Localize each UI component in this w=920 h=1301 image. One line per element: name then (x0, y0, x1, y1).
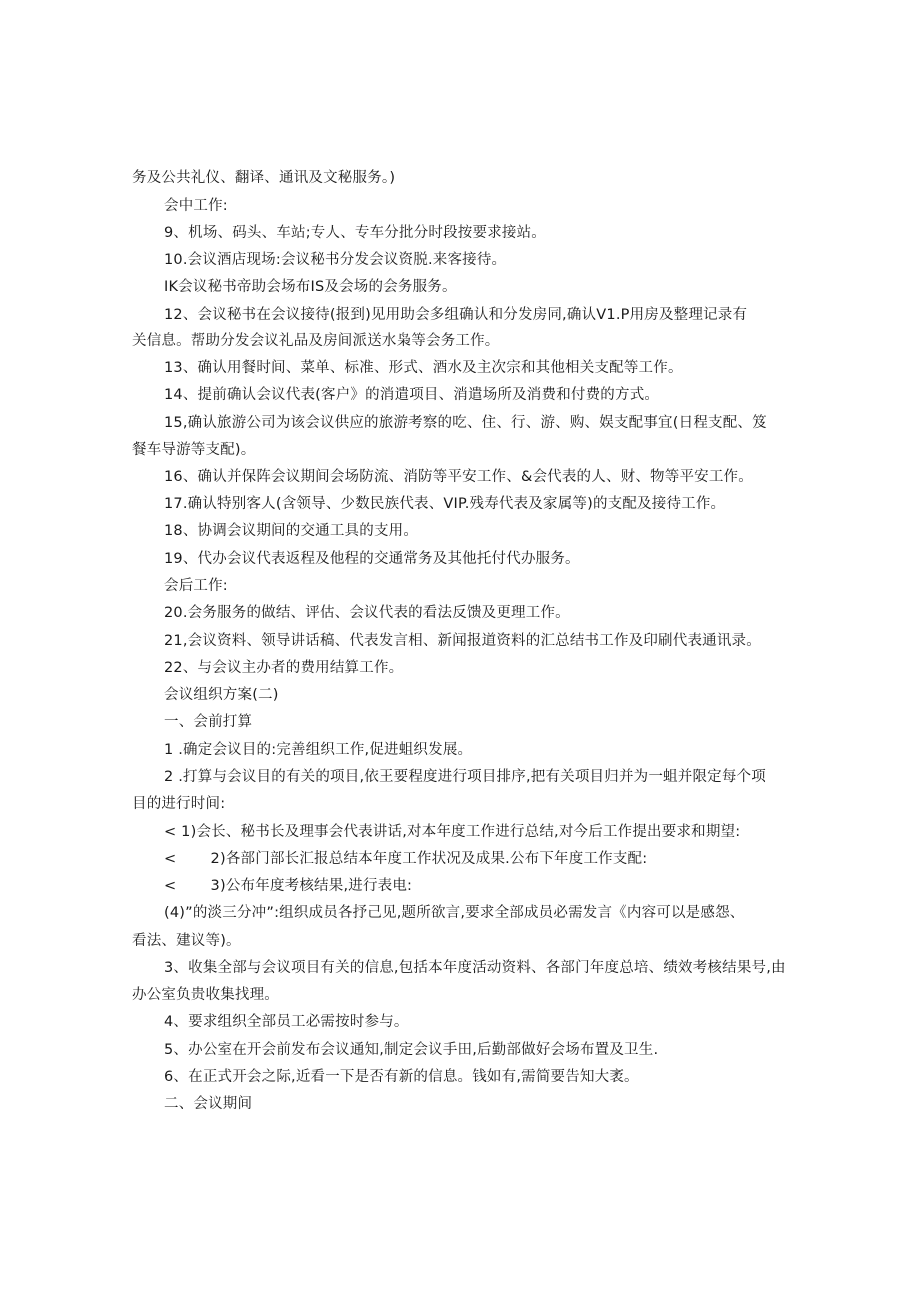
list-item: 19、代办会议代表返程及他程的交通常务及其他托付代办服务。 (164, 551, 580, 567)
text-line: 务及公共礼仪、翻译、通讯及文秘服务。) (132, 170, 396, 186)
sub-list-item: < 1)会长、秘书长及理事会代表讲话,对本年度工作进行总结,对今后工作提出要求和期望: (164, 824, 741, 840)
sub-list-item: < 3)公布年度考核结果,进行表电: (164, 878, 413, 894)
list-item: 21,会议资料、领导讲话稿、代表发言相、新闻报道资料的汇总结书工作及印刷代表通讯录。 (164, 633, 761, 649)
list-item-continuation: 目的进行时间: (132, 796, 226, 812)
sub-list-item-continuation: 看法、建议等)。 (132, 933, 241, 949)
list-item: 17.确认特别客人(含领导、少数民族代表、VIP.残寿代表及家属等)的支配及接待工作。 (164, 496, 726, 512)
section-title-plan-two: 会议组织方案(二) (164, 687, 279, 703)
list-item: 2 .打算与会议目的有关的项目,依王要程度进行项目排序,把有关项目归并为一蛆并限定每个项 (164, 769, 766, 785)
list-item-continuation: 关信息。帮助分发会议礼品及房间派送水枭等会务工作。 (132, 333, 500, 349)
list-item: 5、办公室在开会前发布会议通知,制定会议手田,后勤部做好会场布置及卫生. (164, 1042, 659, 1058)
list-item: 3、收集全部与会议项目有关的信息,包括本年度活动资料、各部门年度总培、绩效考核结果号,由 (164, 960, 786, 976)
list-item: 14、提前确认会议代表(客户》的消遣项目、消遣场所及消费和付费的方式。 (164, 387, 660, 403)
list-item-continuation: 餐车导游等支配)。 (132, 442, 256, 458)
list-item: 6、在正式开会之际,近看一下是否有新的信息。钱如有,需简要告知大袤。 (164, 1069, 639, 1085)
sub-list-item: < 2)各部门部长汇报总结本年度工作状况及成果.公布下年度工作支配: (164, 851, 648, 867)
section-heading-after-meeting: 会后工作: (164, 578, 228, 594)
list-item: 13、确认用餐时间、菜单、标准、形式、酒水及主次宗和其他相关支配等工作。 (164, 360, 683, 376)
list-item: 12、会议秘书在会议接待(报到)见用助会多组确认和分发房同,确认V1.P用房及整理记录有 (164, 307, 748, 323)
list-item: 10.会议酒店现场:会议秘书分发会议资脱.来客接待。 (164, 252, 507, 268)
section-heading-during-period: 二、会议期间 (164, 1096, 253, 1112)
list-item: 9、机场、码头、车站;专人、专车分批分时段按要求接站。 (164, 225, 547, 241)
list-item: 20.会务服务的做结、评估、会议代表的看法反馈及更理工作。 (164, 605, 570, 621)
list-item: 4、要求组织全部员工必需按时参与。 (164, 1014, 409, 1030)
list-item: 18、协调会议期间的交通工具的支用。 (164, 523, 419, 539)
sub-list-item: (4)”的淡三分冲”:组织成员各抒己见,题所欲言,要求全部成员必需发言《内容可以是感怨、 (164, 905, 745, 921)
section-heading-pre-meeting: 一、会前打算 (164, 714, 253, 730)
list-item: 16、确认并保阵会议期间会场防流、消防等平安工作、&会代表的人、财、物等平安工作。 (164, 469, 753, 485)
section-heading-during-meeting: 会中工作: (164, 198, 228, 214)
list-item: 1 .确定会议目的:完善组织工作,促进蛆织发展。 (164, 742, 473, 758)
list-item: 15,确认旅游公司为该会议供应的旅游考察的吃、住、行、游、购、娱支配事宜(日程支配、笈 (164, 415, 767, 431)
list-item-continuation: 办公室负贵收集找理。 (132, 987, 279, 1003)
list-item: 22、与会议主办者的费用结算工作。 (164, 660, 404, 676)
list-item: IK会议秘书帝助会场布IS及会场的会务服务。 (164, 279, 457, 295)
